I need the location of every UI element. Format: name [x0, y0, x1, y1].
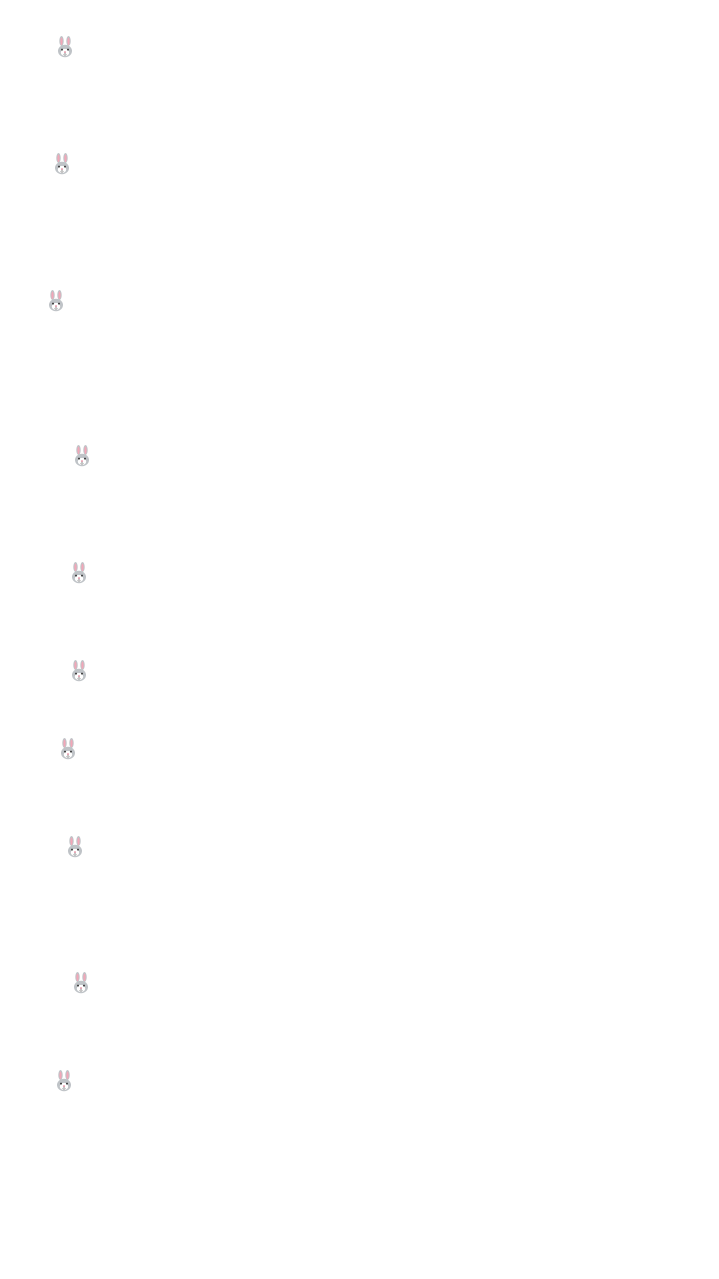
bunny-face-icon[interactable] — [53, 153, 71, 175]
bunny-face-icon[interactable] — [66, 836, 84, 858]
bunny-face-icon[interactable] — [70, 562, 88, 584]
bunny-face-icon[interactable] — [72, 972, 90, 994]
bunny-face-icon[interactable] — [70, 660, 88, 682]
bunny-face-icon[interactable] — [55, 1070, 73, 1092]
bunny-face-icon[interactable] — [59, 738, 77, 760]
bunny-face-icon[interactable] — [47, 290, 65, 312]
bunny-face-icon[interactable] — [56, 36, 74, 58]
bunny-face-icon[interactable] — [73, 445, 91, 467]
